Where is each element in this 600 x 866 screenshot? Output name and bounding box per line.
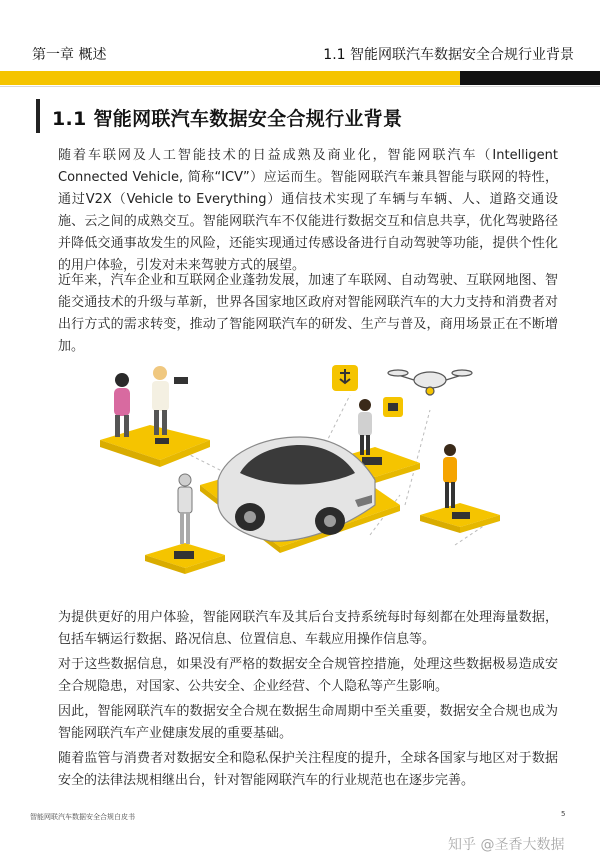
watermark: 知乎 @圣香大数据 <box>448 837 565 853</box>
footer-document-name: 智能网联汽车数据安全合规白皮书 <box>30 813 135 821</box>
chapter-label: 第一章 概述 <box>32 47 107 63</box>
paragraph-3: 为提供更好的用户体验，智能网联汽车及其后台支持系统每时每刻都在处理海量数据，包括车辆运行数据、路况信息、位置信息、车载应用操作信息等。 <box>58 610 558 647</box>
header-accent-bar <box>0 71 460 85</box>
paragraph-1: 随着车联网及人工智能技术的日益成熟及商业化，智能网联汽车（Intelligent Connected Vehicle, 简称“ICV”）应运而生。智能网联汽车兼具智能与联网的特性，通过V2X（Vehicle to Everything）通信技术实现了车辆与车辆、人、道路交通设施、云之间的成熟交互。智能网联汽车不仅能进行数据交互和信息共享，优化驾驶路径并降低交通事故发生的风险，还能实现通过传感设备进行自动驾驶等功能，提供个性化的用户体验，引发对未来驾驶方式的展望。 <box>58 148 558 273</box>
paragraph-2: 近年来，汽车企业和互联网企业蓬勃发展，加速了车联网、自动驾驶、互联网地图、智能交通技术的升级与革新，世界各国家地区政府对智能网联汽车的大力支持和消费者对出行方式的需求转变，推动了智能网联汽车的研发、生产与普及，商用场景正在不断增加。 <box>58 273 558 354</box>
page-number: 5 <box>561 810 566 818</box>
paragraph-6: 随着监管与消费者对数据安全和隐私保护关注程度的提升，全球各国家与地区对于数据安全的法律法规相继出台，针对智能网联汽车的行业规范也在逐步完善。 <box>58 751 558 788</box>
section-label: 1.1 智能网联汽车数据安全合规行业背景 <box>323 47 574 63</box>
title-marker <box>36 99 40 133</box>
page-title: 1.1 智能网联汽车数据安全合规行业背景 <box>52 108 403 130</box>
paragraph-5: 因此，智能网联汽车的数据安全合规在数据生命周期中至关重要，数据安全合规也成为智能网联汽车产业健康发展的重要基础。 <box>58 704 558 741</box>
header-divider <box>0 86 600 87</box>
connected-car-illustration <box>100 355 520 595</box>
header-dark-bar <box>460 71 600 85</box>
paragraph-4: 对于这些数据信息，如果没有严格的数据安全合规管控措施，处理这些数据极易造成安全合规隐患，对国家、公共安全、企业经营、个人隐私等产生影响。 <box>58 657 558 694</box>
